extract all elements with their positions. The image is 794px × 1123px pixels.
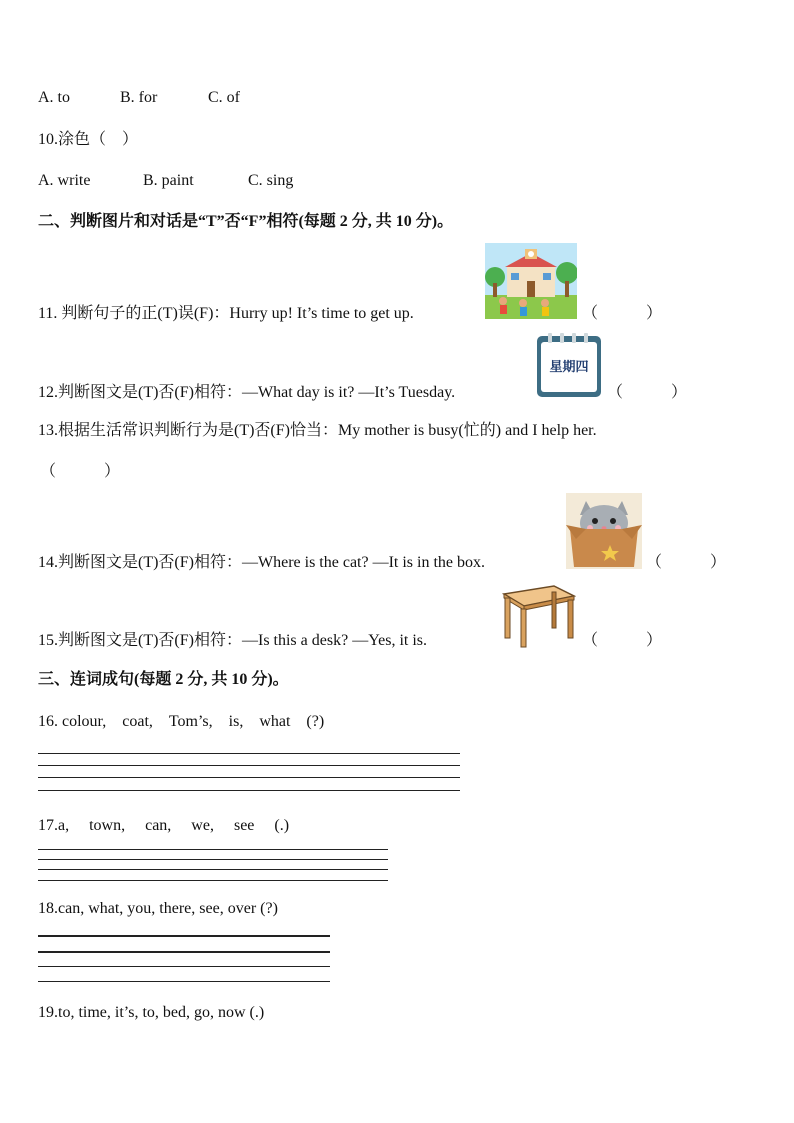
cat-in-box-icon	[566, 493, 642, 569]
q19-question: 19.to, time, it’s, to, bed, go, now (.)	[38, 1004, 265, 1021]
cat-in-box-picture	[566, 493, 642, 569]
q17-question: 17.a, town, can, we, see (.)	[38, 817, 290, 834]
answer-line[interactable]	[38, 849, 388, 850]
answer-line[interactable]	[38, 951, 330, 953]
desk-icon	[500, 584, 576, 648]
q9-option-a: A. to	[38, 89, 70, 106]
q18-question: 18.can, what, you, there, see, over (?)	[38, 900, 278, 917]
q15-question: 15.判断图文是(T)否(F)相符：—Is this a desk? —Yes, it is.	[38, 632, 428, 649]
q10-option-b: B. paint	[143, 172, 194, 189]
q13-question: 13.根据生活常识判断行为是(T)否(F)恰当：My mother is busy(忙的) and I help her.	[38, 422, 597, 439]
q15-answer-paren[interactable]: （ ）	[582, 632, 663, 649]
q14-question: 14.判断图文是(T)否(F)相符：—Where is the cat? —It is in the box.	[38, 554, 486, 571]
answer-line[interactable]	[38, 869, 388, 870]
q9-option-b: B. for	[120, 89, 158, 106]
q11-answer-paren[interactable]: （ ）	[582, 305, 663, 322]
calendar-label: 星期四	[549, 360, 589, 375]
q10-options	[38, 171, 293, 191]
desk-picture	[500, 584, 576, 648]
school-picture	[485, 243, 577, 319]
q13-answer-paren[interactable]: （ ）	[40, 463, 121, 480]
section-3-heading: 三、连词成句(每题 2 分, 共 10 分)。	[38, 671, 289, 688]
answer-line[interactable]	[38, 777, 460, 778]
answer-line[interactable]	[38, 765, 460, 766]
q12-answer-paren[interactable]: （ ）	[607, 384, 688, 401]
q9-options	[38, 88, 240, 108]
q12-question: 12.判断图文是(T)否(F)相符：—What day is it? —It’s Tuesday.	[38, 384, 456, 401]
section-2-heading: 二、判断图片和对话是“T”否“F”相符(每题 2 分, 共 10 分)。	[38, 213, 454, 230]
school-icon	[485, 243, 577, 319]
answer-line[interactable]	[38, 935, 330, 937]
q10-option-c: C. sing	[248, 172, 294, 189]
q14-answer-paren[interactable]: （ ）	[646, 554, 727, 571]
q11-question: 11. 判断句子的正(T)误(F)：Hurry up! It’s time to get up.	[38, 305, 414, 322]
answer-line[interactable]	[38, 859, 388, 860]
q16-question: 16. colour, coat, Tom’s, is, what (?)	[38, 713, 325, 730]
q9-option-c: C. of	[208, 89, 240, 106]
q10-option-a: A. write	[38, 172, 91, 189]
q10-question: 10.涂色（ ）	[38, 131, 139, 148]
answer-line[interactable]	[38, 966, 330, 967]
answer-line[interactable]	[38, 981, 330, 982]
answer-line[interactable]	[38, 753, 460, 754]
calendar-picture	[536, 332, 602, 398]
answer-line[interactable]	[38, 880, 388, 881]
answer-line[interactable]	[38, 790, 460, 791]
